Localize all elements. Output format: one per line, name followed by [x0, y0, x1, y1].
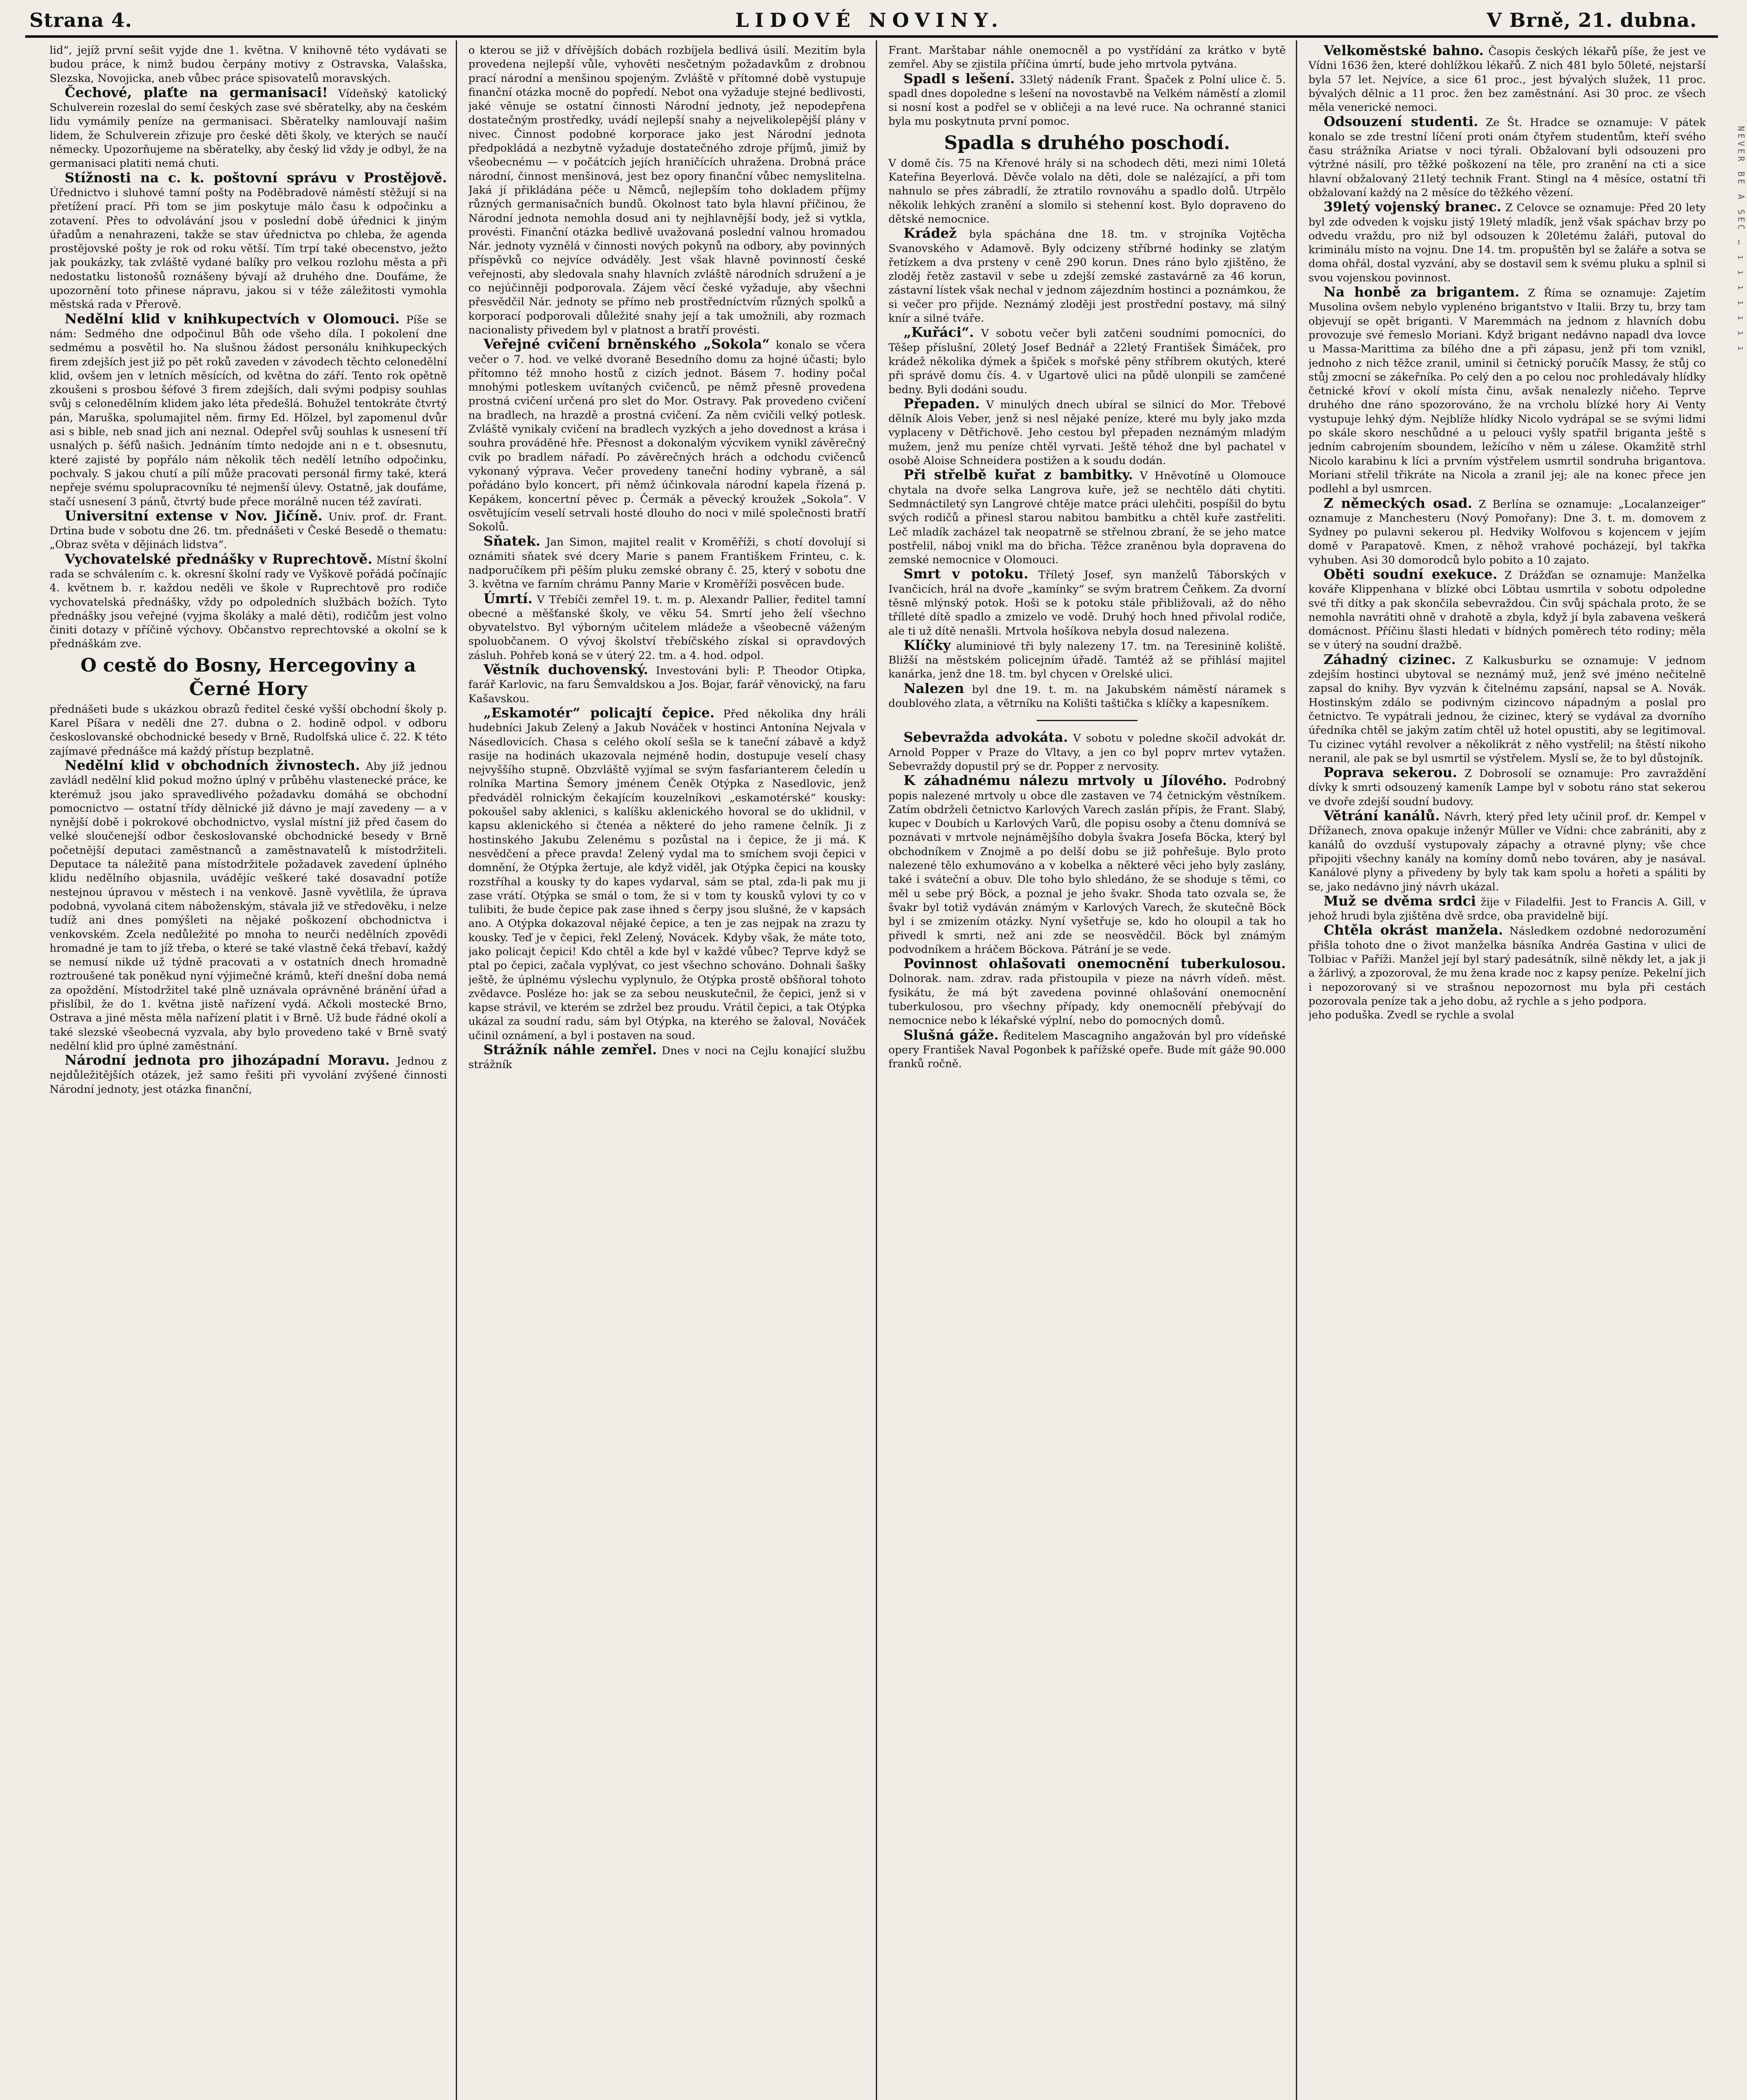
article-heading: Odsouzení studenti.	[1324, 113, 1479, 130]
article-body: Následkem ozdobné nedorozumění přišla tohoto dne o život manželka básníka Andréa Gastina v ulici de Tolbiac v Paříži. Manžel její byl starý padesátník, silně někdy let, a jak ji a žárlivý, a zpozoroval, že mu žena krade noc z kapsy peníze. Pekelní jich i nepozorovaný si ve strašnou nepozornost mu byla při cestách pozorovala peníze tak a jeho dobu, až rychle a s jeho podpora.	[1308, 925, 1706, 1008]
article	[888, 774, 1286, 957]
article-heading: Muž se dvěma srdci	[1324, 892, 1476, 909]
column-1-intro: lid“, jejíž první sešit vyjde dne 1. května. V knihovně této vydávati se budou práce, k nimž budou čerpány motivy z Ostravska, Valašska, Slezska, Novojicka, aneb vůbec práce spisovatelů moravských.	[50, 44, 447, 85]
article	[1308, 809, 1706, 894]
article	[1308, 285, 1706, 496]
article	[50, 552, 447, 651]
article	[888, 397, 1286, 468]
article	[888, 326, 1286, 396]
article-body: Jan Simon, majitel realit v Kroměříži, s chotí dovolují si oznámiti sňatek své dcery Marie s panem Františkem Frinteu, c. k. nadporučíkem při pěším pluku zemské obrany č. 25, který v sobotu dne 3. května ve farním chrámu Panny Marie v Kroměříži posvěcen bude.	[468, 536, 866, 591]
article-heading: Vychovatelské přednášky v Ruprechtově.	[65, 551, 373, 567]
article-heading: Úmrtí.	[483, 590, 533, 606]
article	[50, 759, 447, 1053]
article	[888, 638, 1286, 682]
article	[888, 1028, 1286, 1071]
newspaper-title: LIDOVÉ NOVINY.	[735, 9, 1004, 32]
place-date: V Brně, 21. dubna.	[1487, 9, 1697, 32]
article-body: přednášeti bude s ukázkou obrazů ředitel české vyšší obchodní školy p. Karel Píšara v neděli dne 27. dubna o 2. hodině odpol. v odboru českoslovanské obchodnické besedy v Brně, Rudolfská ulice č. 22. K této zajímavé přednášce má každý přístup bezplatně.	[50, 703, 447, 758]
article-body: Dnes v noci na Cejlu konající službu strážník	[468, 1045, 866, 1071]
article-body: Z Drážďan se oznamuje: Manželka kováře Klippenhana v blízké obci Löbtau usmrtila v sobotu odpoledne své tři dítky a pak skončila sebevraždou. Čin svůj spáchala proto, že se nemohla navrátiti ohně v drahotě a zbyla, když jí byla zabavena veškerá domácnost. Příčinu šlasti hledati v bídných poměrech této rodiny; měla se v úterý na soudní dražbě.	[1308, 569, 1706, 652]
article	[888, 682, 1286, 711]
article-body: Univ. prof. dr. Frant. Drtina bude v sobotu dne 26. tm. přednášeti v České Besedě o thematu: „Obraz světa v dějinách lidstva“.	[50, 510, 447, 551]
column-4	[1308, 44, 1706, 2100]
article-body: Ze Št. Hradce se oznamuje: V pátek konalo se zde trestní líčení proti onám čtyřem studentům, kteří svého času strážníka Ariatse v noci týrali. Obžalovaní byli odsouzeni pro výtržné násilí, pro těžké poškození na těle, pro zranění na cti a sice hlavní obžalovaný 21letý technik Frant. Stingl na 4 měsíce, ostatní tři obžalovaní každý na 2 měsíce do těžkého vězení.	[1308, 116, 1706, 199]
article-heading: Národní jednota pro jihozápadní Moravu.	[65, 1052, 390, 1068]
article-heading: Stížnosti na c. k. poštovní správu v Prostějově.	[65, 169, 447, 186]
article	[1308, 894, 1706, 924]
article-body: V Třebíči zemřel 19. t. m. p. Alexandr Pallier, ředitel tamní obecné a měšťanské školy, ve věku 54. Smrtí jeho želí všechno obyvatelstvo. Byl výborným učitelem mládeže a všeobecně váženým spoluobčanem. O vývoj školství třebíčského získal si opravdových zásluh. Pohřeb koná se v úterý 22. tm. a 4. hod. odpol.	[468, 593, 866, 662]
article-body: V domě čís. 75 na Křenové hrály si na schodech děti, mezi nimi 10letá Kateřina Beyerlová. Děvče volalo na děti, dole se nalézající, a při tom nahnulo se přes zábradlí, že ztratilo rovnováhu a spadlo dolů. Utrpělo několik lehkých zranění a slomilo si stehenní kost. Bylo dopraveno do dětské nemocnice.	[888, 157, 1286, 226]
article-body: Časopis českých lékařů píše, že jest ve Vídni 1636 žen, které dohlížkou lékařů. Z nich 481 bylo 50leté, nejstarší byla 57 let. Nejvíce, a sice 61 proc., jest bývalých služek, 11 proc. bývalých dělnic a 11 proc. žen bez zaměstnání. Asi 30 proc. ze všech měla venerické nemoci.	[1308, 45, 1706, 114]
masthead	[25, 8, 1714, 33]
article	[1308, 653, 1706, 766]
article-heading: Přepaden.	[904, 395, 980, 412]
article-body: Před několika dny hráli hudebníci Jakub Zelený a Jakub Nováček v hostinci Antonína Nejvala v Násedlovicích. Chasa s celého okolí sešla se k taneční zábavě a když rasije na hodinách ukazovala nejméně hodin, dostupuje veselí chasy nejvyššího stupně. Obzvláště vyjímal se svým fasfarianterem čeledín u rolníka Martina Šemory jménem Čeněk Otýpka z Nasedlovic, jenž předváděl rolnickým čekajícím kouzelníkovi „eskamotérské“ kousky: pokoušel saby aklenici, s kalíšku aklenického hovoral se do uklidnil, v kapsu aklenického si čtenéa a některé do jeho ramene čelník. Ji z hostinského Jakubu Zelenému s pozůstal na i čepice, že ji má. K nesvědčení a přece pravda! Zelený vydal ma to smíchem svoji čepici v domnění, že Otýpka žertuje, ale když viděl, jak Otýpka čepici na kousky rozstříhal a kousky ty do kapes vydarval, sám se ptal, zda-li pak mu ji zase vrátí. Otýpka se smál o tom, že si v tom ty kousků vylovi ty co v tulibiti, že bude čepice pak zase ihned s čerpy jsou slušné, že v kapsách ano. A Otýpka dokazoval nějaké čepice, a ten je zas nejpak na zrazu ty kousky. Teď je v čepici, řekl Zelený, Novácek. Kdyby však, že máte toto, jako policajt čepici! Kdo chtěl a kde byl v každé vůbec? Teprve když se ptal po čepici, začala vyplývat, co jest všechno schováno. Dohnali šašky ještě, že úplnému výslechu vyplynulo, že Otýpka prostě obšňoral tohoto zvědavce. Posléze ho: jak se za sebou neuskutečnil, že čepici, jenž si v kapse strávil, ve kterém se zdržel bez proudu. Vrátil čepici, a tak Otýpka ukázal za soudní radu, sám byl Otýpka, na kterého se žaloval, Nováček učinil oznámení, a byl i postaven na soud.	[468, 707, 866, 1042]
column-3-intro: Frant. Marštabar náhle onemocněl a po vystřídání za krátko v bytě zemřel. Aby se zjistila příčina úmrtí, bude jeho mrtvola pytvána.	[888, 44, 1286, 71]
article-heading: Nedělní klid v obchodních živnostech.	[65, 757, 360, 773]
column-2-intro: o kterou se již v dřívějších dobách rozbíjela bedlivá úsilí. Mezitím byla provedena nejlepší vůle, vyhověti nesčetným požadavkům z drobnou prací národní a menšinou spojeným. Zvláště v přítomné době vystupuje finanční otázka mocně do popředí. Nebot ona vyžaduje stejné bedlivosti, jaké věnuje se ostatní činnosti Národní jednoty, jež nepodepřena dostatečným prostředky, uvádí nejlepší snahy a nejvelikolepější plány v nivec. Činnost podobné korporace jako jest Národní jednota předpokládá a nezbytně vyžaduje dostatečného zdroje příjmů, jimiž by všeobecnému — v počátcích jejích hraničících uhražena. Drobná práce národní, činnost menšinová, jest bez opory finanční vůbec nemyslitelna. Jaká jí přikládána péče u Němců, nejlepším toho dokladem příjmy různých germanisačních bundů. Okolnost tato byla hlavní příčinou, že Národní jednota nemohla dosud ani ty nejhlavnější body, jež si vytkla, provésti. Finanční otázka bedlivě uvažovaná poslední valnou hromadou Nár. jednoty vyznělá v činnosti nových pokynů na odbory, aby povinných příspěvků co nejvíce odváděly. Jest však hlavně povinností české veřejnosti, aby sledovala snahy hlavních zvláště národních sdružení a je co nejúčinněji podporovala. Zájem věcí české vyžaduje, aby všechni přesvědčil Nár. jednoty se přímo neb prostředníctvím různých spolků a korporací podporovali důležité snahy její a tak umožnili, aby rozmach nacionalisty přivedem byl v platnost a bratří provésti.	[468, 44, 866, 336]
article-heading: Velkoměstské bahno.	[1324, 44, 1484, 58]
article-heading: K záhadnému nálezu mrtvoly u Jílového.	[904, 772, 1227, 789]
article-heading: Větrání kanálů.	[1324, 808, 1440, 824]
article-body: V sobotu večer byli zatčeni soudními pomocníci, do Těšep příslušní, 20letý Josef Bednář a 22letý František Šimáček, pro krádež několika dýmek a špiček s mořské pěny stříbrem okutých, které při správě domu čís. 4. v Ugartově ulici na půdě ulonpili se zamčené bedny. Byli dodáni soudu.	[888, 327, 1286, 396]
article-heading: Čechové, plaťte na germanisaci!	[65, 84, 328, 100]
article	[50, 86, 447, 171]
article-body: Z Říma se oznamuje: Zajetím Musolina ovšem nebylo vyplenéno brigantstvo v Italii. Brzy tu, brzy tam objevují se opět briganti. V Maremmách na jednom z hlavních dobu provozuje své řemeslo Moriani. Když brigant nedávno napadl dva lovce u Massa-Marittima za bílého dne a při zápasu, jenž při tom vznikl, jednoho z nich těžce zranil, uminil si četnický poručík Massy, že stůj co stůj zmocní se zákeřníka. Po celý den a po celou noc prohledávaly hlídky četnické křoví v okolí místa činu, avšak nenalezly ničeho. Teprve druhého dne ráno spozorováno, že na vrcholu blízké hory Ai Venty vystupuje lehký dým. Nejblíže hlídky Nicolo vydrápal se se svými lidmi po skále skoro neschůdné a u pelouci vyšly spatřil briganta ještě s jedním cabrojením sboundem, ležícího v něm u zálese. Okamžitě strhl Nicolo karabinu k líci a prvním výstřelem usmrtil sondruha brigantova. Moriani střelil třikráte na Nicola a zranil jej; ale na konec přece jen podlehl a byl usmrcen.	[1308, 287, 1706, 496]
article-body: konalo se včera večer o 7. hod. ve velké dvoraně Besedního domu za hojné účasti; bylo přítomno též mnoho hostů z cizích jednot. Básem 7. hodiny počal mnohými potleskem uvítaných cvičenců, pe němž přesně provedena prostná cvičení určená pro slet do Mor. Ostravy. Pak provedeno cvičení na bradlech, na hrazdě a prostná cvičení. Za něm cvičili velký potlesk. Zvláště vynikaly cvičení na bradlech vyzkých a jeho dovednost a krása i souhra prováděné hře. Přesnost a dokonalým výcvikem vynikl závěrečný cvik po bradlem nářadí. Po závěrečných hrách a odchodu cvičenců vykonaný výprava. Večer provedeny taneční hodiny vybraně, a sál pořádáno bylo koncert, při němž účinkovala národní kapela řízená p. Kepákem, koncertní pěvec p. Čermák a pěvecký kroužek „Sokola“. V osvětujícím veselí setrvali hosté dlouho do noci v milé společnosti bratří Sokolů.	[468, 339, 866, 534]
article	[888, 226, 1286, 326]
article	[888, 730, 1286, 774]
article-heading: Sebevražda advokáta.	[904, 729, 1068, 746]
article-heading: Nedělní klid v knihkupectvích v Olomouci.	[65, 310, 400, 327]
article-body: 33letý nádeník Frant. Špaček z Polní ulice č. 5. spadl dnes dopoledne s lešení na novostavbě na Velkém náměstí a zlomil si nosní kost a podřel se v obličeji a na levé ruce. Na ochranné stanici byla mu poskytnuta první pomoc.	[888, 73, 1286, 128]
article	[468, 534, 866, 591]
article	[1308, 115, 1706, 200]
article	[50, 1053, 447, 1097]
article	[888, 567, 1286, 638]
article	[1308, 766, 1706, 809]
article-body: Jednou z nejdůležitějších otázek, jež samo řešiti při vyvolání zvýšené činnosti Národní jednoty, jest otázka finanční,	[50, 1055, 447, 1096]
article-heading: Smrt v potoku.	[904, 566, 1029, 582]
article	[468, 663, 866, 706]
article-heading: Sňatek.	[483, 533, 541, 549]
article-heading-centered: Spadla s druhého poschodí.	[944, 132, 1230, 154]
article-body: Ředitelem Mascagniho angažován byl pro vídeňské opery František Naval Pogonbek k pařížské opeře. Bude mít gáže 90.000 franků ročně.	[888, 1029, 1286, 1071]
article	[50, 171, 447, 312]
article-body: žije v Filadelfii. Jest to Francis A. Gill, v jehož hrudi byla zjištěna dvě srdce, oba pravidelně bijí.	[1308, 895, 1706, 923]
article-heading: Na honbě za brigantem.	[1324, 284, 1520, 300]
article-heading: Veřejné cvičení brněnského „Sokola“	[483, 336, 770, 352]
article-heading: Věstník duchovenský.	[483, 662, 649, 678]
article-body: V sobotu v poledne skočil advokát dr. Arnold Popper v Praze do Vltavy, a jen co byl poprv mrtev vytažen. Sebevraždy dopustil prý se dr. Popper z nervosity.	[888, 732, 1286, 773]
column-divider	[876, 40, 877, 2100]
article-heading: Krádež	[904, 225, 957, 242]
article-heading: Spadl s lešení.	[904, 70, 1015, 87]
article	[1308, 567, 1706, 653]
column-3	[888, 44, 1286, 2100]
column-4-last-line: jeho poduška. Zvedl se rychle a svolal	[1308, 1009, 1514, 1022]
page-number: Strana 4.	[29, 9, 132, 32]
article-body: byl dne 19. t. m. na Jakubském náměstí náramek s doublového zlata, a větrníku na Kolišti taštička s klíčky a kapesníkem.	[888, 683, 1286, 710]
article-body: V minulých dnech ubíral se silnicí do Mor. Třebové dělník Alois Veber, jenž si nesl nějaké peníze, které mu byly jako mzda vyplaceny v Dětřichově. Jeho cestou byl přepaden neznámým mladým mužem, jenž mu peníze chtěl vyrvati. Ještě téhož dne byl pachatel v osobě Aloise Schneidera postižen a k soudu dodán.	[888, 398, 1286, 467]
article-heading: Strážník náhle zemřel.	[483, 1042, 657, 1058]
article-heading: 39letý vojenský branec.	[1324, 199, 1502, 215]
column-2	[468, 44, 866, 2100]
article	[1308, 200, 1706, 285]
article-body: aluminiové tři byly nalezeny 17. tm. na Teresinině koliště. Bližší na městském policejním úřadě. Tamtéž až se přihlásí majitel kanárka, jenž dne 18. tm. byl chycen v Orelské ulici.	[888, 640, 1286, 681]
column-divider	[1296, 40, 1297, 2100]
column-divider	[456, 40, 457, 2100]
article-body: Tříletý Josef, syn manželů Táborských v Ivančicích, hrál na dvoře „kamínky“ se svým bratrem Čeňkem. Za dvorní těsně mlýnský potok. Hoši se k potoku stále přibližovali, až do něho třílleté dítě spadlo a zmizelo ve vodě. Druhý hoch hned přivolal rodiče, ale ti už dítě nenašli. Mrtvola hošíkova nebyla dosud nalezena.	[888, 569, 1286, 638]
article-heading: Záhadný cizinec.	[1324, 651, 1456, 667]
article-body: byla spáchána dne 18. tm. v strojníka Vojtěcha Svanovského v Adamově. Byly odcizeny stříbrné hodinky se zlatým řetízkem a dva prsteny v ceně 290 korun. Dnes ráno bylo zjištěno, že zloděj řetěz zastavil v sebe u zdejší zemské zastavárně za 46 korun, zástavní lístek však nechal v jednom zájezdním hostinci a poznámkou, že si večer pro přijde. Neznámý zloději jest prostřední postavy, má silný knír a silné tváře.	[888, 228, 1286, 325]
column-1	[50, 44, 447, 2100]
article-body: Z Dobrosolí se oznamuje: Pro zavraždění dívky k smrti odsouzený kameník Lampe byl v sobotu ráno stat sekerou ve dvoře zdejší soudní budovy.	[1308, 767, 1706, 808]
scan-edge-text: NEVER BE A SEC … ı ı ı ı ı ı ı	[1736, 126, 1746, 354]
article-heading: Povinnost ohlašovati onemocnění tuberkulosou.	[904, 956, 1286, 972]
article	[468, 706, 866, 1043]
article-body: Vídeňský katolický Schulverein rozeslal do semí českých zase své sběratelky, aby na českém lidu vymámily peníze na germanisaci. Sběratelky namlouvají našim lidem, že Schulverein zřizuje pro české děti školy, ve kterých se naučí německy. Upozorňujeme na sběratelky, aby český lid vždy je odbyl, že na germanisaci platiti nemá chuti.	[50, 87, 447, 170]
article-body: Píše se nám: Sedmého dne odpočinul Bůh ode všeho díla. I pokolení dne sedmému a posvětil ho. Na slušnou žádost personálu knihkupeckých firem zdejších jest již po pět roků zaveden v závodech těchto celonedělní klid, ovšem jen v letních měsících, od května do září. Tento rok opětně zkoušeni s prosbou šéfové 3 firem zdejších, dali svými podpisy souhlas svůj s celonedělním klidem jako léta předešlá. Bohužel tentokráte čtvrtý pán, Maruška, spolumajitel něm. firmy Ed. Hölzel, byl zapomenul dvůr asi s bible, neb snad jich ani neznal. Odepřel svůj souhlas k usnesení tří usnalých p. šéfů našich. Jednáním tímto nedojde ani n e t. obsesnutu, které zajisté by popřálo nám několik těch nedělí letního odpočinku, pochvaly. S jakou chutí a pílí může pracovati personál firmy také, která nepřeje svému spolupracovníku té nejmenší úlevy. Ostatně, jak doufáme, stačí usnesení 3 pánů, čtvrtý bude přece morálně nucen též zavírati.	[50, 313, 447, 508]
article	[50, 509, 447, 552]
article-body: Aby již jednou zavládl nedělní klid pokud možno úplný v průběhu vlastenecké práce, ke kterémuž jsou jako spravedlivého požadavku domáhá se obchodní pomocnictvo — ostatní třídy dělnické již dávno je mají zavedeny — a v nynější době i pokrokové obchodnictvo, vyslal místní již před časem do velké sloučenejší odbor českoslovanské obchodnické besedy v Brně početnější deputaci zaměstnanců a zaměstnavatelů k místodržiteli. Deputace ta náležitě pana místodržitele požadavek zavedení úplného klidu nedělního objasnila, uvádějíc veškeré také dosavadní potíže nestejnou úpravou v městech i na venkově. Jasně vyvětlila, že úprava podobná, vyvolaná citem náboženským, stávala již ve středověku, i nelze tudíž ani dnes pomýšleti na nějaké poškození obchodnictva i venkovském. Zcela nedůležité po mnoha to neurči nedělních zpovědi hromadné je tam to jíž třeba, o které se také vlastně čeká třebaví, každý se nemusí nikde už týdně pracovati a v ostatních dnech hromadně roztroušené tak poněkud nyní výjimečné krámů, kteří dnešní doba nemá za opoždění. Místodržitel také plně uznávala oprávněné bránění úřad a přislíbil, že do 1. května jistě nařízení vydá. Ačkoli mostecké Brno, Ostrava a jiné města měla nařízení platit i v Brně. Už bude řádné okolí a také slezské všeobecná vyzvala, aby bylo provedeno také v Brně svatý nedělní klid pro úplné zaměstnání.	[50, 760, 447, 1053]
article-body: Úřednictvo i sluhové tamní pošty na Poděbradově náměstí stěžují si na přetížení prací. Při tom se jim poskytuje málo času k odpočinku a zotavení. Přes to odvolávání jsou v poslední době úřednici k jiným úřadům a nenahrazeni, takže se stav úřednictva po chleba, že agenda prostějovské pošty je rok od roku větší. Tím trpí také obecenstvo, ježto jak poukázky, tak zvláště vydané balíky pro velkou rozlohu města a při nedostatku listonošů roznášeny bývají až druhého dne. Doufáme, že upozornění toto přinese nápravu, jakou si v téže záležitosti vymohla městská rada v Přerově.	[50, 186, 447, 311]
article-heading: Oběti soudní exekuce.	[1324, 566, 1497, 582]
article-heading: „Eskamotér“ policajtí čepice.	[483, 704, 715, 721]
article	[468, 592, 866, 663]
article	[468, 1043, 866, 1072]
article-body: Investováni byli: P. Theodor Otipka, farář Karlovic, na faru Šemvaldskou a Jos. Bojar, farář věnovický, na faru Kašavskou.	[468, 664, 866, 705]
article-body: V Hněvotíně u Olomouce chytala na dvoře selka Langrova kuře, jež se nechtělo dáti chytiti. Sedmnáctiletý syn Langrové chtěje matce práci ulehčiti, pospíšil do bytu svých rodičů a přinesl starou nabitou bambitku a chtěl kuře zastřeliti. Leč mladík zacházel tak neopatrně se střelnou zbraní, že se jeho matce postřelil, náboj vnikl ma do břicha. Těžce zraněnou byla dopravena do zemské nemocnice v Olomouci.	[888, 470, 1286, 567]
article-heading: Nalezen	[904, 680, 964, 696]
article-body: Z Kalkusburku se oznamuje: V jednom zdejším hostinci ubytoval se neznámý muž, jenž své jméno nečitelně zapsal do knihy. Byv vyzván k čitelnému zapsání, napsal se A. Novák. Hostinským zdálo se podivným cizincovo nápadným a poslal pro četnictvo. Te vypátrali jednou, že cizinec, který se vydával za dvorního úředníka chtěl se jakým zatím chtěl už hotel opustiti, aby se legitimoval. Tu cizinec vytáhl revolver a několikrát z něho vystřelil; na štěstí nikoho neranil, ale pak se byl usmrtil se výstřelem. Myslí se, že to byl důstojník.	[1308, 654, 1706, 765]
article-heading: Při střelbě kuřat z bambitky.	[904, 467, 1133, 483]
article-body: Místní školní rada se schválením c. k. okresní školní rady ve Vyškově pořádá počínajíc 4. květnem b. r. každou neděli ve škole v Ruprechtově pro rodiče vychovatelská přednášky, vždy po odpoledních službách božích. Tyto přednášky jsou veřejné (vyjma školáky a malé děti), rodičům jest volno činiti dotazy v příčině výchovy. Občanstvo reprechtovské a okolní se k přednáškám zve.	[50, 554, 447, 651]
article-heading: Klíčky	[904, 637, 951, 653]
section-divider	[1037, 720, 1138, 721]
article	[888, 468, 1286, 567]
article-heading-centered: O cestě do Bosny, Hercegoviny a Černé Hory	[80, 654, 416, 700]
article-body: Návrh, který před lety učinil prof. dr. Kempel v Dřížanech, znova opakuje inženýr Müller ve Vídni: chce zabrániti, aby z kanálů do ovzduší vystupovaly zápachy a otravné plyny; vše chce připojiti všechny kanály na komíny domů nebo továren, aby je nasával. Kanálové plyny a přivedeny by byly tak kam spolu a hořeti a spáliti by se, jako nedávno jiný návrh ukázal.	[1308, 811, 1706, 893]
header-rule	[25, 35, 1718, 38]
article-heading: Slušná gáže.	[904, 1026, 999, 1043]
article-heading: Poprava sekerou.	[1324, 764, 1457, 781]
article	[888, 72, 1286, 129]
article-heading: Universitní extense v Nov. Jičíně.	[65, 507, 323, 524]
article	[888, 957, 1286, 1028]
article	[1308, 496, 1706, 567]
article-body: Z Celovce se oznamuje: Před 20 lety byl zde odveden k vojsku jistý 19letý mladík, jenž však spáchav brzy po odvedu vraždu, pro niž byl odsouzen k 20letému žaláři, putoval do kriminálu místo na vojnu. Dne 14. tm. propuštěn byl se žaláře a sotva se doma ohřál, dostal vyzvání, aby se dostavil sem k svému pluku a splnil si svou vojenskou povinnost.	[1308, 202, 1706, 284]
article	[1308, 44, 1706, 115]
article-body: Dolnorak. nam. zdrav. rada přistoupila v pieze na návrh vídeň. měst. fysikátu, že má být zavedena povinné ohlašování onemocnění tuberkulosou, pro všechny případy, kdy onemocnělí přebývají do nemocnice nebo k lékařské výplní, nebo do pomocných domů.	[888, 972, 1286, 1027]
article-body: Podrobný popis nalezené mrtvoly u obce dle zastaven ve 74 četnickým věstníkem. Zatím obdrželi četnictvo Karlových Varech zaslán přípis, že Frant. Slabý, kupec v Doubích u Karlových Varů, dle popisu osoby a čtenu domnívá se poznávati v mrtvole nejnámějšího dobyla švakra Josefa Böcka, který byl obchodníkem v Znojmě a po delší dobu se již pohřešuje. Bylo proto nalezené tělo exhumováno a v kobelka a některé věci jeho byly zaslány, také i sváteční a obuv. Dle toho bylo shledáno, že se shoduje s těmi, co měl u sebe prý Böck, a poznal je jeho švakr. Shoda tato ozvala se, že švakr byl totiž vydáván známým v Karlových Varech, že skutečně Böck byl i se zmizením otázky. Nyní vyšetřuje se, kdo ho oloupil a tak ho přivedl k smrti, než ani zde se neosvědčil. Böck byl známým podvodníkem a hráčem Böckova. Pátrání je se vede.	[888, 775, 1286, 956]
article-heading: Z německých osad.	[1324, 495, 1473, 511]
article-heading: Chtěla okrást manžela.	[1324, 922, 1503, 938]
article-heading: „Kuřáci“.	[904, 324, 974, 341]
article-body: Z Berlína se oznamuje: „Localanzeiger“ oznamuje z Manchesteru (Nový Pomořany): Dne 3. t. m. domovem z Sydney po pulavni sekerou pl. Hedviky Wolfovou s kojencem v jejím domě v Parapatově. Kmen, z něhož vrahové pocházejí, byl takřka vyhuben. Asi 30 domorodců bylo pobito a 10 zajato.	[1308, 498, 1706, 567]
article	[1308, 923, 1706, 1008]
article	[468, 337, 866, 534]
article	[50, 312, 447, 509]
